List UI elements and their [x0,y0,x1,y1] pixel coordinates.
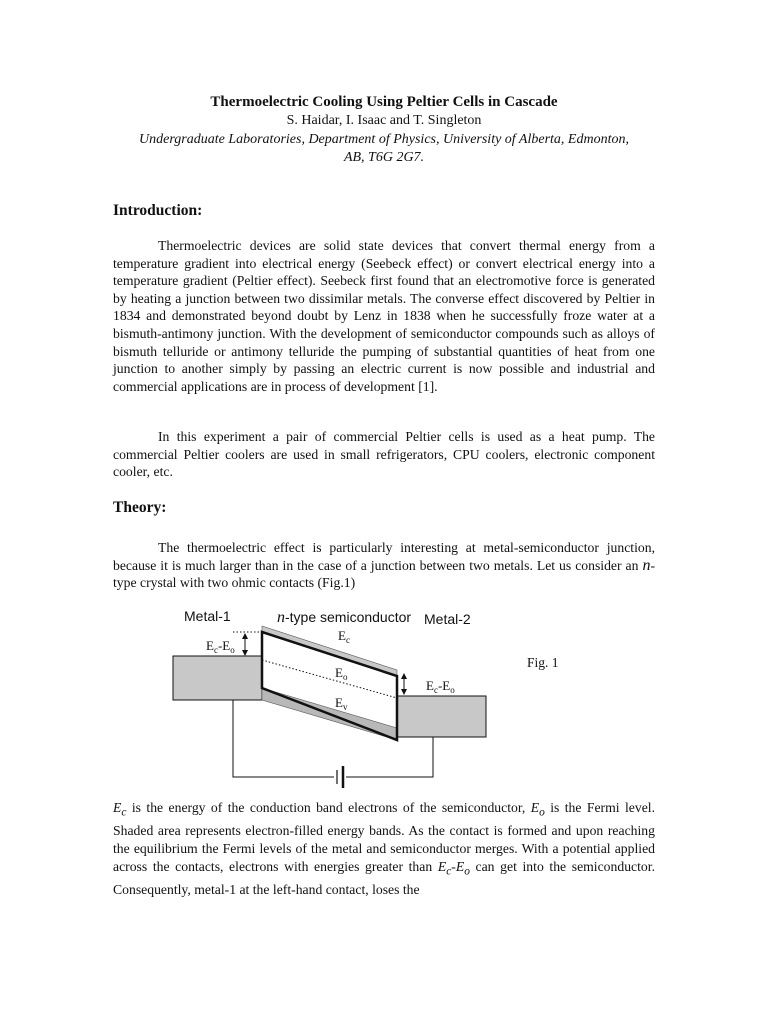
theory-p1-text-b: -type crystal with two ohmic contacts (Fig.1) [113,557,655,591]
label-band-ev-E: E [335,695,343,710]
introduction-paragraph-1 [113,237,655,395]
label-semiconductor-rest: -type semiconductor [285,609,412,625]
circuit-wire-right [346,737,433,777]
label-right-o: o [450,685,455,695]
label-semiconductor [277,609,411,626]
introduction-heading: Introduction: [113,202,203,219]
paper-affiliation [0,131,768,167]
introduction-paragraph-2 [113,428,655,481]
paper-authors: S. Haidar, I. Isaac and T. Singleton [286,113,482,128]
affiliation-line-1: Undergraduate Laboratories, Department of Physics, University of Alberta, Edmonton, [139,132,629,147]
label-left-c: c [213,645,218,655]
theory-p2-ecmeo-c: c [446,865,452,878]
theory-p2-ec-sub: c [121,806,127,819]
theory-p2-ec: E [113,800,122,815]
theory-p2-ecmeo-o: o [464,865,470,878]
affiliation-line-2: AB, T6G 2G7. [343,150,425,165]
figure-caption: Fig. 1 [527,655,559,670]
theory-p2-ecmeo-dash: -E [451,858,465,874]
label-band-eo-E: E [335,665,343,680]
right-arrow-down-head [401,689,407,695]
theory-paragraph-2 [113,799,655,898]
left-arrow-up-head [242,633,248,639]
theory-p2-eo: E [530,800,540,815]
figure-1-band-diagram [160,600,500,795]
label-ec-eo-right [426,678,455,695]
label-right-dash: -E [437,678,451,693]
label-band-ev-sub: v [342,702,348,712]
theory-p2-eo-sub: o [539,806,545,819]
introduction-paragraph-2-text: In this experiment a pair of commercial Peltier cells is used as a heat pump. The commercial Peltier coolers are used in small refrigerators, CPU coolers, electronic component cooler, etc. [113,429,655,480]
metal-2-block [397,696,486,737]
metal-1-block [173,656,262,700]
label-band-ec-sub: c [345,635,350,645]
label-left-dash: -E [217,638,231,653]
label-left-E: E [206,638,214,653]
theory-p2-ecmeo-e: E [437,858,447,874]
theory-heading: Theory: [113,499,167,516]
label-metal-2: Metal-2 [424,611,471,627]
label-band-ec-E: E [338,628,346,643]
theory-p2-text-c: can get into the semiconductor. Consequently, metal-1 at the left-hand contact, loses the [113,858,655,897]
theory-p1-text-a: The thermoelectric effect is particularly interesting at metal-semiconductor junction, because it is much larger than in the case of a junction between two metals. Let us consider an [113,540,655,573]
label-band-eo-sub: o [342,672,348,682]
label-metal-1: Metal-1 [184,608,231,624]
label-band-ev [335,695,348,712]
theory-p1-n: n [642,556,651,574]
label-right-E: E [426,678,434,693]
theory-p2-text-a: is the energy of the conduction band electrons of the semiconductor, [126,800,531,815]
label-ec-eo-left [206,638,235,655]
label-right-c: c [433,685,438,695]
label-band-eo [335,665,348,682]
left-arrow-down-head [242,650,248,656]
right-arrow-up-head [401,673,407,679]
theory-p2-text-b: is the Fermi level. Shaded area represents electron-filled energy bands. As the contact is formed and upon reaching the equilibrium the Fermi levels of the metal and semiconductor merges. With a potential applied across the contacts, electrons with energies greater than [113,800,655,874]
theory-paragraph-1 [113,539,655,592]
label-left-o: o [230,645,235,655]
label-semiconductor-n: n [277,609,285,626]
label-band-ec [338,628,350,645]
paper-title: Thermoelectric Cooling Using Peltier Cells in Cascade [210,94,558,110]
introduction-paragraph-1-text: Thermoelectric devices are solid state devices that convert thermal energy from a temperature gradient into electrical energy (Seebeck effect) or convert electrical energy into a temperature gradient (Peltier effect). Seebeck first found that an electromotive force is generated by heating a junction between two dissimilar metals. The converse effect discovered by Peltier in 1834 and demonstrated beyond doubt by Lenz in 1838 when he successfully froze water at a bismuth-antimony junction. With the development of semiconductor compounds such as alloys of bismuth telluride or antimony telluride the pumping of substantial quantities of heat from one junction to another simply by passing an electric current is now possible and industrial and commercial applications are in process of development [1]. [113,238,655,394]
